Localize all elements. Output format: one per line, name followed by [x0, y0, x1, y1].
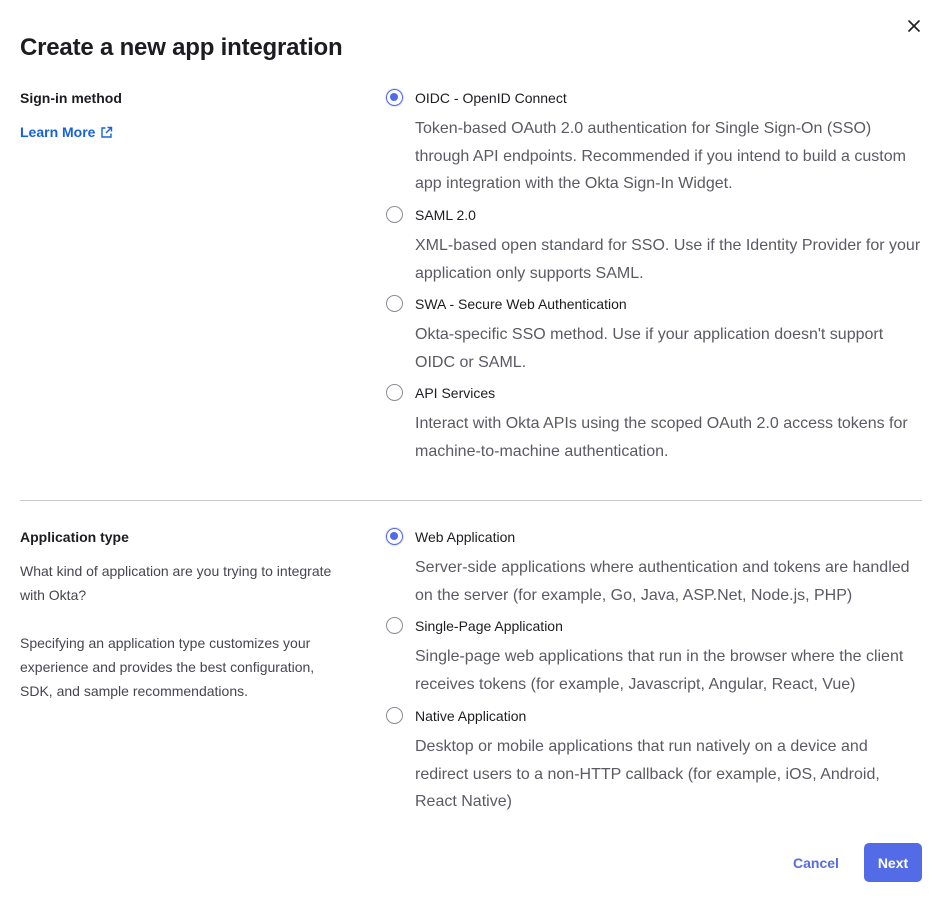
radio-saml[interactable]: [386, 206, 403, 223]
option-oidc[interactable]: [386, 87, 926, 197]
option-oidc-label: OIDC - OpenID Connect: [415, 90, 567, 106]
option-single-page-application[interactable]: [386, 615, 926, 695]
radio-web-application[interactable]: [386, 528, 403, 545]
external-link-icon: [100, 126, 113, 139]
application-type-helper-info: Specifying an application type customizes your experience and provides the best configuration, SDK, and sample recommendations.: [20, 635, 315, 699]
option-native-application-label: Native Application: [415, 708, 527, 724]
option-native-application-description: Desktop or mobile applications that run natively on a device and redirect users to a non-HTTP callback (for example, iOS, Android, React Native): [415, 738, 880, 810]
radio-single-page-application[interactable]: [386, 617, 403, 634]
option-single-page-application-description: Single-page web applications that run in the browser where the client receives tokens (for example, Javascript, Angular, React, Vue): [415, 648, 904, 693]
option-swa-label: SWA - Secure Web Authentication: [415, 296, 627, 312]
option-web-application-description: Server-side applications where authentication and tokens are handled on the server (for example, Go, Java, ASP.Net, Node.js, PHP): [415, 559, 910, 604]
option-saml-label: SAML 2.0: [415, 207, 476, 223]
radio-swa[interactable]: [386, 295, 403, 312]
option-native-application[interactable]: [386, 705, 926, 815]
radio-api-services[interactable]: [386, 384, 403, 401]
option-saml[interactable]: [386, 204, 926, 284]
learn-more-link[interactable]: [20, 122, 113, 142]
application-type-helper-question: What kind of application are you trying to integrate with Okta?: [20, 563, 332, 603]
option-api-services-description: Interact with Okta APIs using the scoped OAuth 2.0 access tokens for machine-to-machine authentication.: [415, 415, 908, 460]
option-single-page-application-label: Single-Page Application: [415, 618, 563, 634]
learn-more-text: Learn More: [20, 124, 96, 140]
cancel-button[interactable]: Cancel: [780, 844, 852, 882]
close-button[interactable]: [904, 16, 924, 36]
option-api-services-label: API Services: [415, 385, 496, 401]
radio-oidc[interactable]: [386, 89, 403, 106]
application-type-label: Application type: [20, 529, 129, 545]
sign-in-method-label: Sign-in method: [20, 90, 122, 106]
option-web-application[interactable]: [386, 526, 926, 606]
next-button[interactable]: Next: [864, 843, 922, 882]
option-saml-description: XML-based open standard for SSO. Use if the Identity Provider for your application only supports SAML.: [415, 237, 921, 282]
option-oidc-description: Token-based OAuth 2.0 authentication for Single Sign-On (SSO) through API endpoints. Recommended if you intend to build a custom app integration with the Okta Sign-In Widget.: [415, 120, 906, 192]
option-swa-description: Okta-specific SSO method. Use if your application doesn't support OIDC or SAML.: [415, 326, 884, 371]
option-swa[interactable]: [386, 293, 926, 373]
option-web-application-label: Web Application: [415, 529, 516, 545]
close-icon: [908, 20, 920, 32]
dialog-title: Create a new app integration: [20, 34, 343, 61]
section-divider: [20, 500, 922, 501]
option-api-services[interactable]: [386, 382, 926, 462]
radio-native-application[interactable]: [386, 707, 403, 724]
